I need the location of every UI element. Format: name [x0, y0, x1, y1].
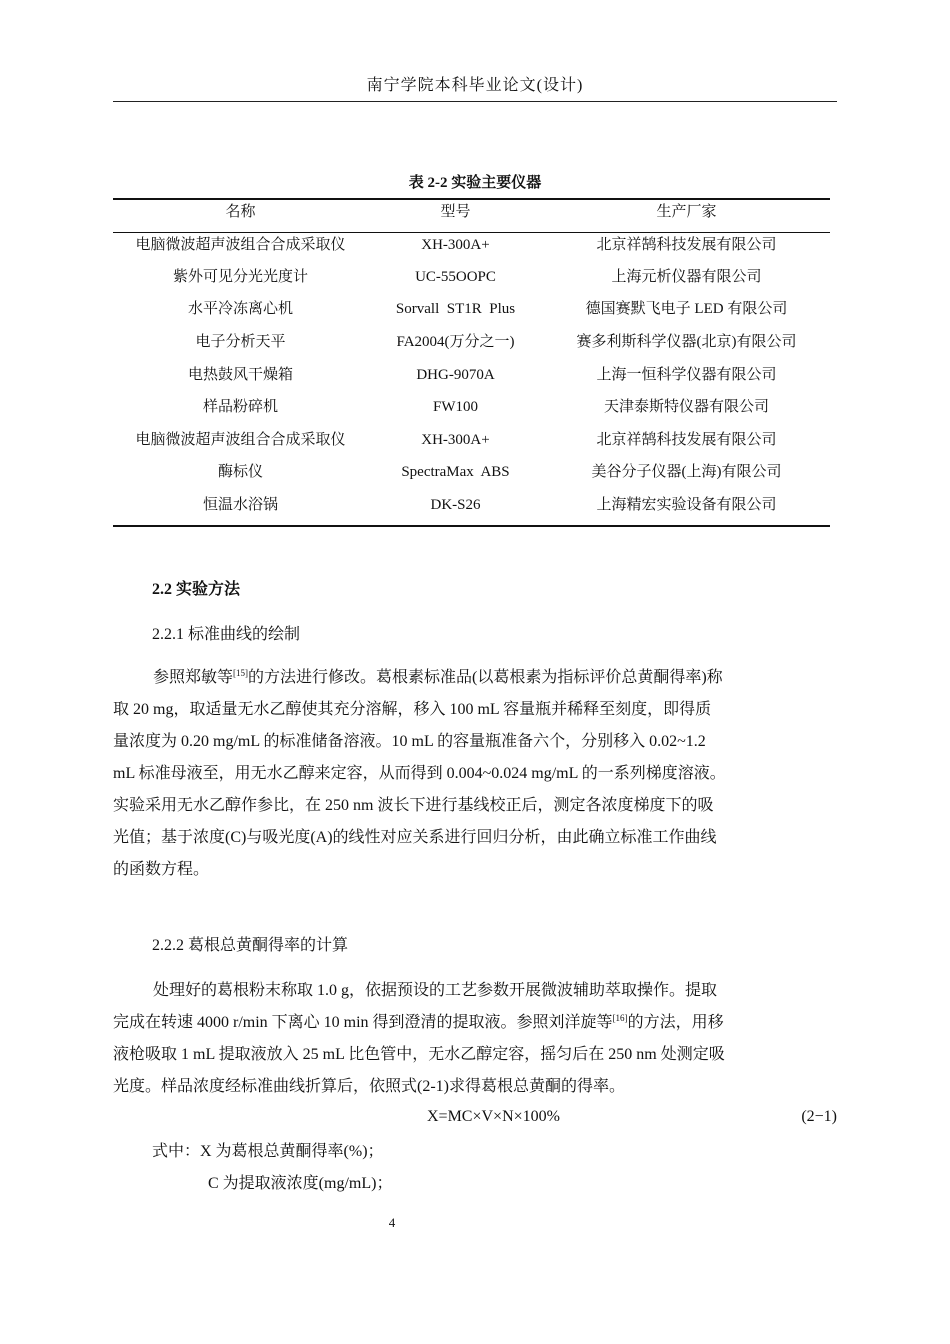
paragraph-line: 光值；基于浓度(C)与吸光度(A)的线性对应关系进行回归分析，由此确立标准工作曲线: [113, 829, 717, 846]
table-row: [113, 362, 830, 394]
cell-name: 电脑微波超声波组合合成采取仪: [135, 237, 346, 253]
table-row: [113, 296, 830, 328]
cell-name: 电子分析天平: [195, 334, 286, 350]
page-number: 4: [388, 1215, 396, 1230]
table-row: [113, 459, 830, 491]
paragraph-line: 参照郑敏等[15]的方法进行修改。葛根素标准品(以葛根素为指标评价总黄酮得率)称: [153, 668, 723, 686]
paragraph-line: 液枪吸取 1 mL 提取液放入 25 mL 比色管中，无水乙醇定容，摇匀后在 250 nm 处测定吸: [113, 1046, 725, 1063]
cell-model: DHG-9070A: [416, 367, 495, 383]
cell-manufacturer: 德国赛默飞电子 LED 有限公司: [585, 301, 788, 317]
section-heading: 2.2 实验方法: [152, 581, 241, 598]
cell-manufacturer: 上海元析仪器有限公司: [611, 269, 762, 285]
table-row: [113, 492, 830, 524]
cell-manufacturer: 北京祥鹄科技发展有限公司: [596, 432, 777, 448]
paragraph-line: 处理好的葛根粉末称取 1.0 g，依据预设的工艺参数开展微波辅助萃取操作。提取: [153, 982, 718, 999]
paragraph-standard-curve: [113, 662, 839, 886]
equation-number: (2−1): [801, 1108, 837, 1125]
table-row: [113, 427, 830, 459]
column-header-model: 型号: [440, 204, 471, 220]
subsection-heading: 2.2.2 葛根总黄酮得率的计算: [152, 937, 349, 954]
paragraph-line: 取 20 mg，取适量无水乙醇使其充分溶解，移入 100 mL 容量瓶并稀释至刻度，即得质: [113, 701, 712, 718]
column-header-name: 名称: [225, 204, 256, 220]
header-rule: [113, 101, 837, 102]
equation: X=MC×V×N×100%: [427, 1108, 560, 1125]
paragraph-line: 的函数方程。: [113, 861, 210, 878]
paragraph-line: 实验采用无水乙醇作参比，在 250 nm 波长下进行基线校正后，测定各浓度梯度下的吸: [113, 797, 714, 814]
cell-model: DK-S26: [430, 497, 481, 513]
table-header-row: [113, 199, 830, 231]
variable-definition: C 为提取液浓度(mg/mL)；: [208, 1175, 393, 1192]
cell-name: 酶标仪: [217, 464, 263, 480]
cell-model: XH-300A+: [421, 432, 490, 448]
cell-model: XH-300A+: [421, 237, 490, 253]
cell-model: FA2004(万分之一): [396, 334, 515, 350]
paragraph-yield-calculation: [113, 975, 839, 1103]
cell-model: UC-55OOPC: [415, 269, 496, 285]
page-header: 南宁学院本科毕业论文(设计): [366, 77, 584, 94]
cell-manufacturer: 赛多利斯科学仪器(北京)有限公司: [576, 334, 797, 350]
paragraph-line: 完成在转速 4000 r/min 下离心 10 min 得到澄清的提取液。参照刘洋旋等[16]的方法，用移: [113, 1013, 724, 1031]
paragraph-line: 量浓度为 0.20 mg/mL 的标准储备溶液。10 mL 的容量瓶准备六个，分别移入 0.02~1.2: [113, 733, 706, 750]
table-row: [113, 329, 830, 361]
paragraph-line: mL 标准母液至，用无水乙醇来定容，从而得到 0.004~0.024 mg/mL 的一系列梯度溶液。: [113, 765, 726, 782]
table-caption: 表 2-2 实验主要仪器: [408, 175, 542, 191]
table-row: [113, 394, 830, 426]
cell-model: FW100: [433, 399, 478, 415]
table-bottom-rule: [113, 525, 830, 527]
cell-name: 样品粉碎机: [202, 399, 278, 415]
cell-manufacturer: 天津泰斯特仪器有限公司: [603, 399, 769, 415]
column-header-manufacturer: 生产厂家: [656, 204, 717, 220]
cell-name: 紫外可见分光光度计: [172, 269, 308, 285]
cell-manufacturer: 北京祥鹄科技发展有限公司: [596, 237, 777, 253]
citation: [16]: [612, 1013, 628, 1023]
cell-name: 水平冷冻离心机: [187, 301, 293, 317]
cell-manufacturer: 美谷分子仪器(上海)有限公司: [591, 464, 782, 480]
paragraph-line: 光度。样品浓度经标准曲线折算后，依照式(2-1)求得葛根总黄酮的得率。: [113, 1078, 625, 1095]
subsection-heading: 2.2.1 标准曲线的绘制: [152, 626, 301, 643]
cell-model: SpectraMax ABS: [401, 464, 510, 480]
cell-name: 电热鼓风干燥箱: [187, 367, 293, 383]
cell-name: 恒温水浴锅: [202, 497, 278, 513]
cell-manufacturer: 上海精宏实验设备有限公司: [596, 497, 777, 513]
variable-definition: 式中：X 为葛根总黄酮得率(%)；: [152, 1143, 384, 1160]
table-row: [113, 232, 830, 264]
table-row: [113, 264, 830, 296]
cell-model: Sorvall ST1R Plus: [395, 301, 516, 317]
cell-name: 电脑微波超声波组合合成采取仪: [135, 432, 346, 448]
citation: [15]: [233, 668, 249, 678]
cell-manufacturer: 上海一恒科学仪器有限公司: [596, 367, 777, 383]
